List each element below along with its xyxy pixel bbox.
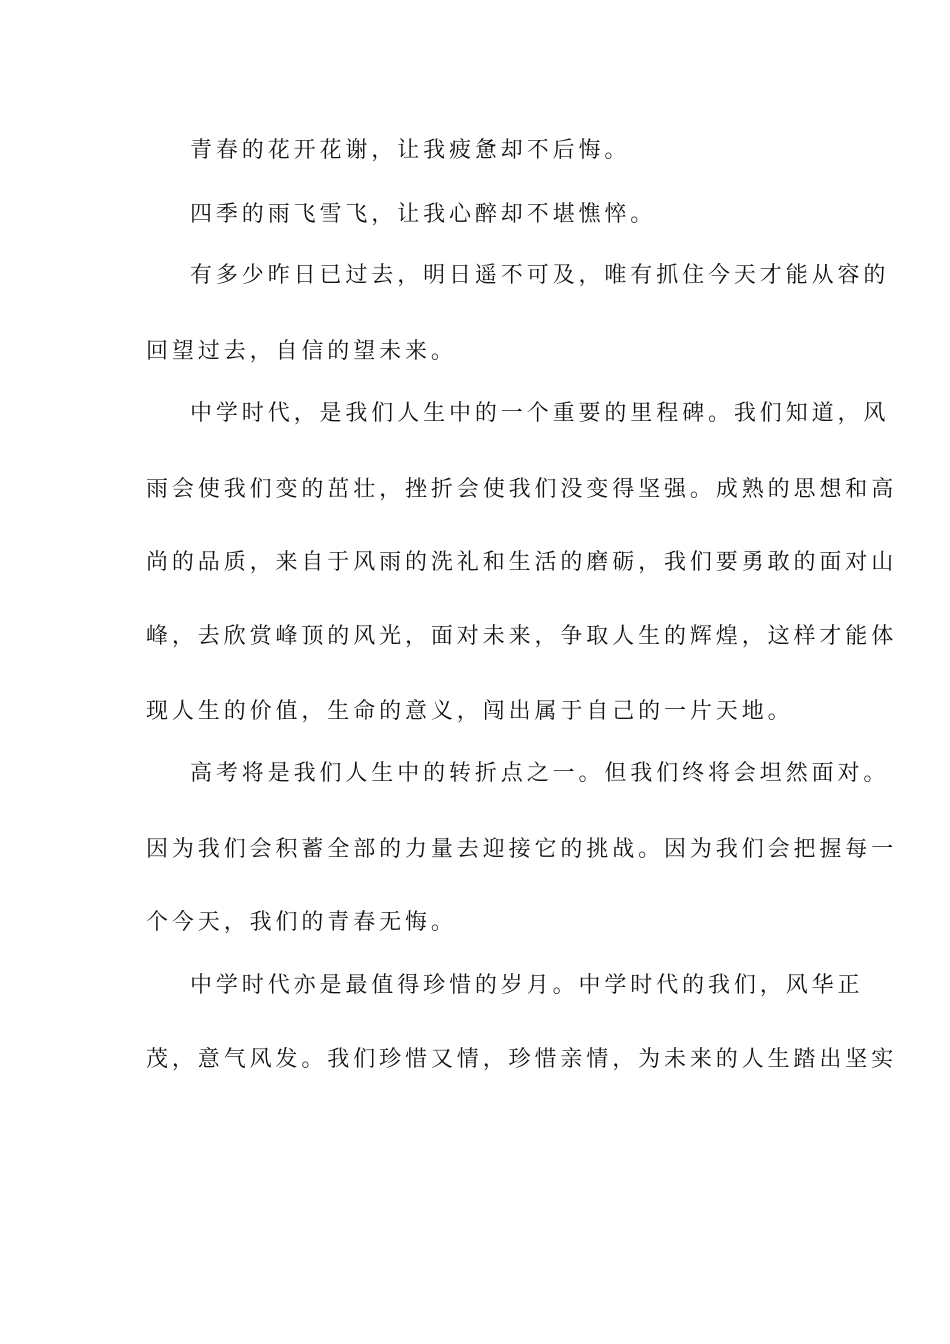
text-line: 个今天，我们的青春无悔。 [146,910,457,935]
text-line: 因为我们会积蓄全部的力量去迎接它的挑战。因为我们会把握每一 [146,837,898,862]
text-line: 高考将是我们人生中的转折点之一。但我们终将会坦然面对。 [190,761,890,786]
text-line: 尚的品质，来自于风雨的洗礼和生活的磨砺，我们要勇敢的面对山 [146,550,898,575]
text-line: 有多少昨日已过去，明日遥不可及，唯有抓住今天才能从容的 [190,263,890,288]
text-line: 中学时代亦是最值得珍惜的岁月。中学时代的我们，风华正 [190,973,864,998]
text-line: 四季的雨飞雪飞，让我心醉却不堪憔悴。 [190,202,657,227]
text-line: 茂，意气风发。我们珍惜又情，珍惜亲情，为未来的人生踏出坚实 [146,1047,898,1072]
text-line: 峰，去欣赏峰顶的风光，面对未来，争取人生的辉煌，这样才能体 [146,624,898,649]
text-line: 现人生的价值，生命的意义，闯出属于自己的一片天地。 [146,699,794,724]
text-line: 青春的花开花谢，让我疲惫却不后悔。 [190,138,631,163]
text-line: 回望过去，自信的望未来。 [146,339,457,364]
text-line: 雨会使我们变的茁壮，挫折会使我们没变得坚强。成熟的思想和高 [146,477,898,502]
text-line: 中学时代，是我们人生中的一个重要的里程碑。我们知道，风 [190,401,890,426]
